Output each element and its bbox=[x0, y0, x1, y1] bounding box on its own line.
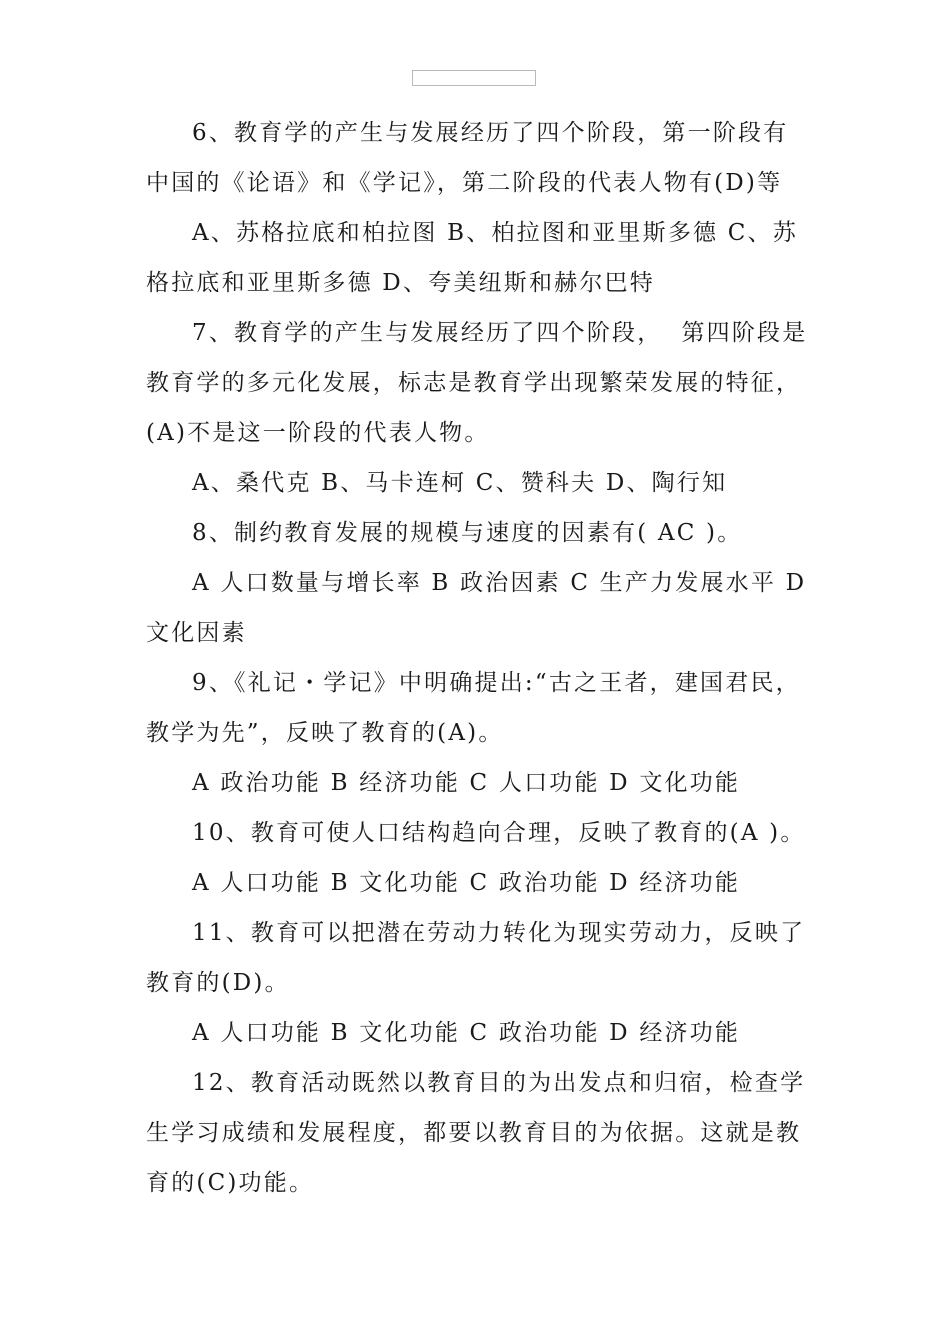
question-7-options: A、桑代克 B、马卡连柯 C、赞科夫 D、陶行知 bbox=[192, 470, 728, 496]
question-9-options: A 政治功能 B 经济功能 C 人口功能 D 文化功能 bbox=[192, 770, 741, 796]
question-7: 7、教育学的产生与发展经历了四个阶段， 第四阶段是教育学的多元化发展，标志是教育学出现繁荣发展的特征，(A)不是这一阶段的代表人物。 bbox=[146, 320, 808, 446]
page-header-box bbox=[412, 70, 536, 86]
question-8-options: A 人口数量与增长率 B 政治因素 C 生产力发展水平 D 文化因素 bbox=[146, 570, 816, 646]
question-10: 10、教育可使人口结构趋向合理，反映了教育的(A )。 bbox=[192, 820, 806, 846]
question-10-options: A 人口功能 B 文化功能 C 政治功能 D 经济功能 bbox=[192, 870, 741, 896]
question-6-options: A、苏格拉底和柏拉图 B、柏拉图和亚里斯多德 C、苏格拉底和亚里斯多德 D、夸美纽斯和赫尔巴特 bbox=[146, 220, 798, 296]
question-11-options: A 人口功能 B 文化功能 C 政治功能 D 经济功能 bbox=[192, 1020, 741, 1046]
question-6: 6、教育学的产生与发展经历了四个阶段，第一阶段有中国的《论语》和《学记》，第二阶段的代表人物有(D)等 bbox=[146, 120, 789, 196]
question-8: 8、制约教育发展的规模与速度的因素有( AC )。 bbox=[192, 520, 743, 546]
question-11: 11、教育可以把潜在劳动力转化为现实劳动力，反映了教育的(D)。 bbox=[146, 920, 806, 996]
document-body bbox=[146, 108, 816, 1208]
question-12: 12、教育活动既然以教育目的为出发点和归宿，检查学生学习成绩和发展程度，都要以教育目的为依据。这就是教育的(C)功能。 bbox=[146, 1070, 806, 1196]
question-9: 9、《礼记・学记》中明确提出:“古之王者，建国君民，教学为先”，反映了教育的(A)。 bbox=[146, 670, 801, 746]
